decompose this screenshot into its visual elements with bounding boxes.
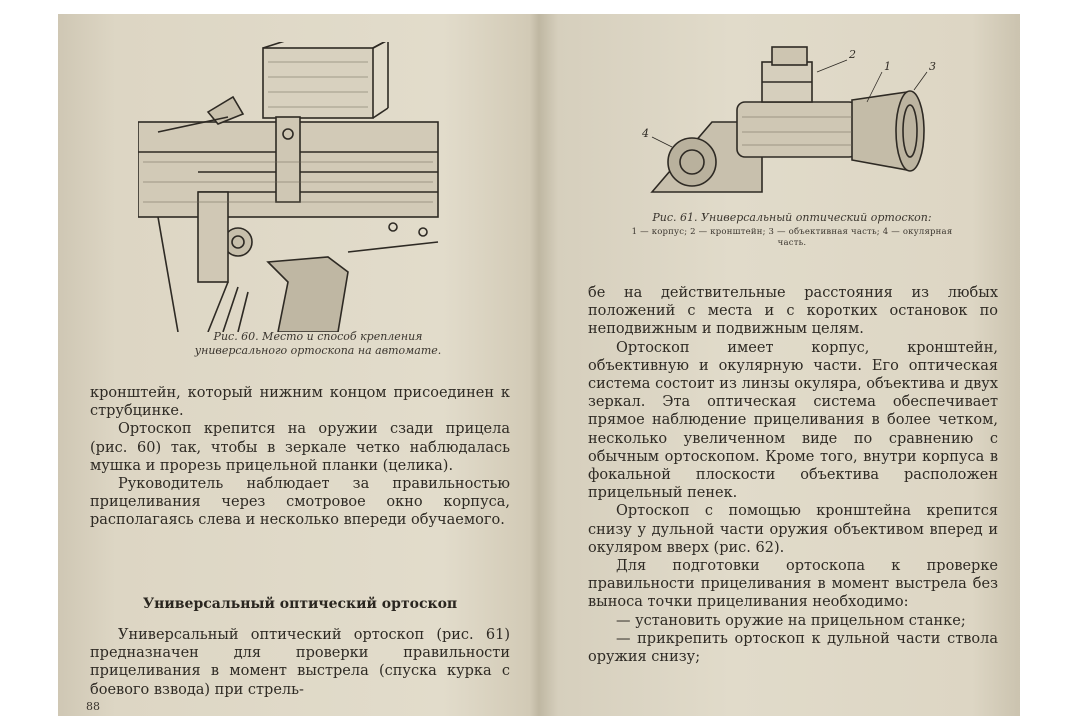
right-page bbox=[542, 14, 1020, 716]
figure-61-illustration bbox=[642, 42, 942, 222]
paragraph: Ортоскоп имеет корпус, кронштейн, объективную и окулярную части. Его оптическая система состоит из линзы окуляра, объектива и двух зеркал. Эта оптическая система обеспечивает прямое наблюдение прицеливания в более четком, несколько увеличенном виде по сравнению с обычным ортоскопом. Кроме того, внутри корпуса в фокальной плоскости объектива расположен прицельный пенек. bbox=[588, 339, 998, 502]
figure-61-legend: 1 — корпус; 2 — кронштейн; 3 — объективная часть; 4 — окулярная часть. bbox=[631, 227, 953, 248]
paragraph: — прикрепить ортоскоп к дульной части ствола оружия снизу; bbox=[588, 630, 998, 666]
paragraph: — установить оружие на прицельном станке; bbox=[616, 612, 966, 629]
left-body-text bbox=[90, 384, 510, 530]
paragraph: Для подготовки ортоскопа к проверке правильности прицеливания в момент выстрела без выноса точки прицеливания необходимо: bbox=[588, 558, 998, 611]
book-spread bbox=[58, 14, 1020, 716]
paragraph: Руководитель наблюдает за правильностью прицеливания через смотровое окно корпуса, располагаясь слева и несколько впереди обучаемого. bbox=[90, 476, 510, 529]
right-body-text bbox=[588, 284, 998, 666]
paragraph: бе на действительные расстояния из любых положений с места и с коротких остановок по неподвижным и подвижным целям. bbox=[588, 285, 998, 338]
paragraph: кронштейн, который нижним концом присоединен к струбцинке. bbox=[90, 385, 510, 420]
section-heading: Универсальный оптический ортоскоп bbox=[142, 596, 458, 612]
figure-60-caption: Рис. 60. Место и способ крепления универсального ортоскопа на автомате. bbox=[194, 330, 442, 357]
figure-60-illustration bbox=[138, 42, 518, 332]
callout-2: 2 bbox=[849, 48, 856, 61]
figure-61-caption: Рис. 61. Универсальный оптический ортоскоп: bbox=[652, 211, 932, 224]
callout-3: 3 bbox=[929, 60, 936, 73]
left-body-text-after-heading bbox=[90, 626, 510, 699]
left-page bbox=[58, 14, 542, 716]
paragraph: Ортоскоп крепится на оружии сзади прицела (рис. 60) так, чтобы в зеркале четко наблюдалась мушка и прорезь прицельной планки (целика). bbox=[90, 421, 510, 474]
paragraph: Ортоскоп с помощью кронштейна крепится снизу у дульной части оружия объективом вперед и окуляром вверх (рис. 62). bbox=[588, 503, 998, 556]
callout-1: 1 bbox=[884, 60, 891, 73]
paragraph: Универсальный оптический ортоскоп (рис. 61) предназначен для проверки правильности прицеливания в момент выстрела (спуска курка с боевого взвода) при стрель- bbox=[90, 627, 510, 698]
page-number: 88 bbox=[86, 700, 100, 713]
callout-4: 4 bbox=[642, 127, 649, 140]
